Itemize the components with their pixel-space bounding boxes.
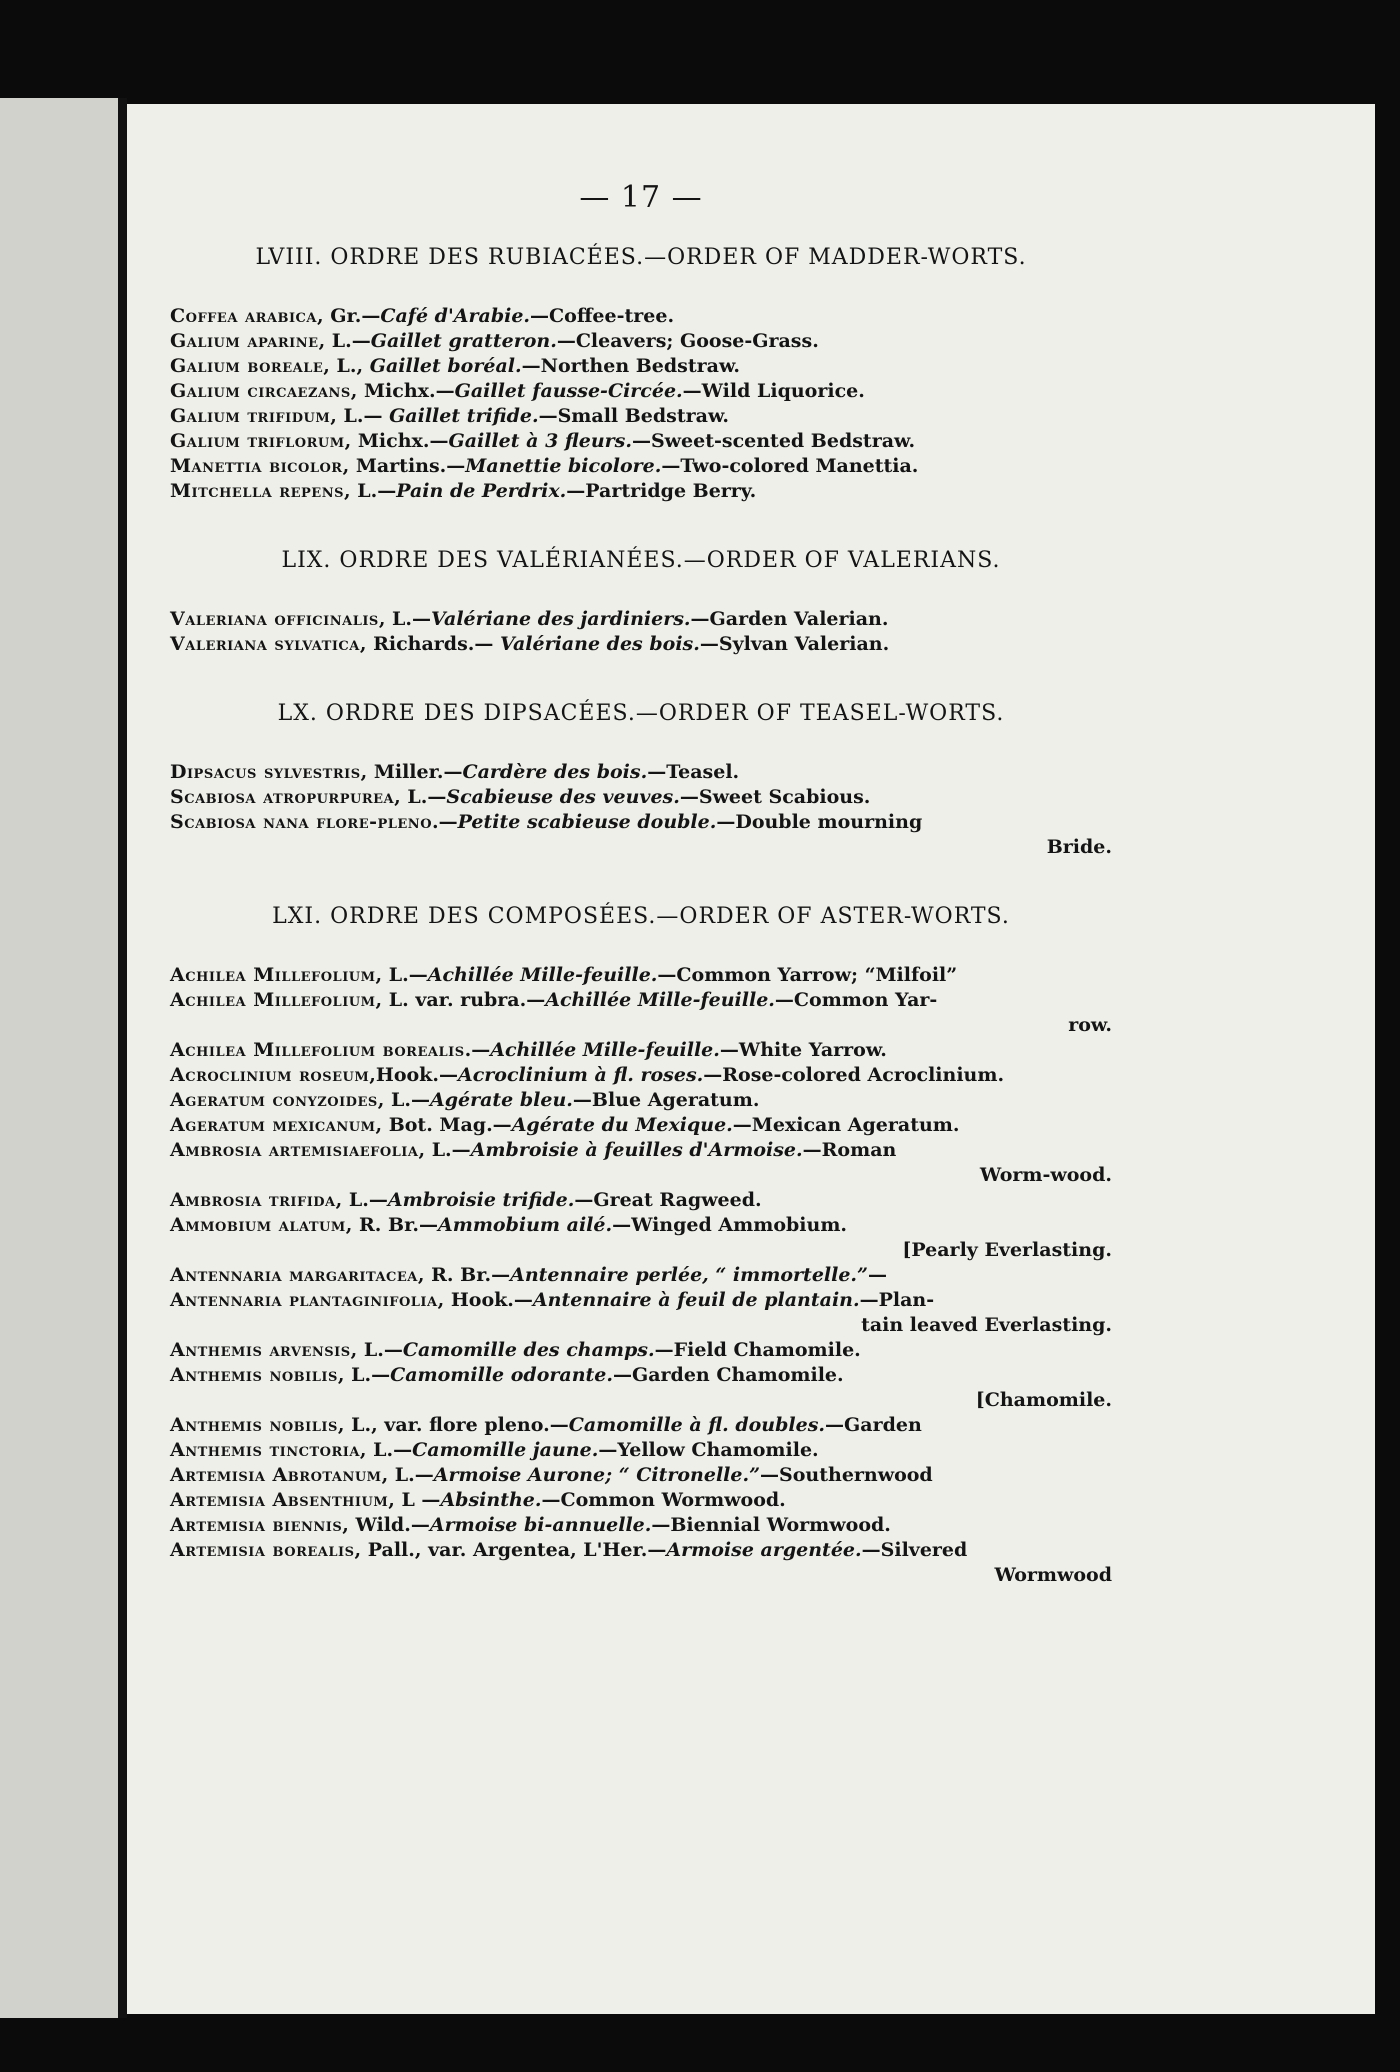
english-name: —Northen Bedstraw. xyxy=(521,355,741,377)
french-name: Gaillet gratteron. xyxy=(370,330,557,352)
french-name: Gaillet trifide. xyxy=(389,405,539,427)
english-name: — xyxy=(867,1264,887,1286)
author-citation: , R. Br.— xyxy=(345,1214,438,1236)
latin-name: Ambrosia artemisiaefolia xyxy=(170,1139,419,1161)
latin-name: Anthemis nobilis xyxy=(170,1364,338,1386)
entry-continuation: Worm-wood. xyxy=(979,1164,1112,1186)
latin-name: Antennaria plantaginifolia xyxy=(170,1289,438,1311)
english-name: —Garden Chamomile. xyxy=(613,1364,844,1386)
latin-name: Anthemis nobilis xyxy=(170,1414,338,1436)
english-name: —Biennial Wormwood. xyxy=(651,1514,891,1536)
author-citation: .— xyxy=(432,811,458,833)
latin-name: Antennaria margaritacea xyxy=(170,1264,418,1286)
entry-continuation: Bride. xyxy=(1046,836,1112,858)
latin-name: Ageratum conyzoides xyxy=(170,1089,378,1111)
entry-list xyxy=(170,607,1112,657)
french-name: Camomille des champs. xyxy=(402,1339,655,1361)
english-name: —Sweet Scabious. xyxy=(679,786,871,808)
author-citation: , L.— xyxy=(359,1439,413,1461)
french-name: Agérate bleu. xyxy=(429,1089,573,1111)
english-name: —Southernwood xyxy=(760,1464,933,1486)
latin-name: Artemisia Abrotanum xyxy=(170,1464,382,1486)
english-name: —Blue Ageratum. xyxy=(572,1089,760,1111)
latin-name: Anthemis arvensis xyxy=(170,1339,351,1361)
entry-continuation: tain leaved Everlasting. xyxy=(861,1314,1112,1336)
plant-entry xyxy=(170,1513,1112,1538)
french-name: Petite scabieuse double. xyxy=(457,811,717,833)
author-citation: ,Hook.— xyxy=(369,1064,458,1086)
latin-name: Acroclinium roseum xyxy=(170,1064,370,1086)
english-name: —Silvered xyxy=(861,1539,968,1561)
english-name: —Garden Valerian. xyxy=(690,608,889,630)
author-citation: , Hook.— xyxy=(437,1289,533,1311)
latin-name: Galium triflorum xyxy=(170,430,345,452)
plant-entry xyxy=(170,1538,1112,1588)
french-name: Acroclinium à fl. roses. xyxy=(457,1064,704,1086)
french-name: Gaillet fausse-Circée. xyxy=(454,380,683,402)
latin-name: Ammobium alatum xyxy=(170,1214,346,1236)
entry-list xyxy=(170,963,1112,1588)
entry-continuation: [Chamomile. xyxy=(975,1389,1112,1411)
sections xyxy=(170,245,1112,1588)
page-content xyxy=(170,180,1112,1632)
french-name: Armoise Aurone; “ Citronelle.” xyxy=(433,1464,761,1486)
english-name: —Partridge Berry. xyxy=(566,480,757,502)
plant-entry xyxy=(170,354,1112,379)
english-name: —Coffee-tree. xyxy=(530,305,675,327)
french-name: Gaillet à 3 fleurs. xyxy=(448,430,632,452)
plant-entry xyxy=(170,632,1112,657)
author-citation: , Miller.— xyxy=(360,761,463,783)
latin-name: Anthemis tinctoria xyxy=(170,1439,360,1461)
author-citation: , L., var. flore pleno.— xyxy=(337,1414,569,1436)
author-citation: , L. var. rubra.— xyxy=(375,989,546,1011)
latin-name: Ambrosia trifida xyxy=(170,1189,336,1211)
french-name: Achillée Mille-feuille. xyxy=(490,1039,720,1061)
french-name: Manettie bicolore. xyxy=(465,455,662,477)
plant-entry xyxy=(170,1138,1112,1188)
author-citation: , L.— xyxy=(378,608,432,630)
plant-entry xyxy=(170,1263,1112,1288)
english-name: —Common Yarrow; “Milfoil” xyxy=(657,964,958,986)
plant-entry xyxy=(170,1213,1112,1263)
plant-entry xyxy=(170,760,1112,785)
author-citation: , L — xyxy=(388,1489,441,1511)
english-name: —Common Yar- xyxy=(774,989,938,1011)
french-name: Camomille odorante. xyxy=(390,1364,613,1386)
french-name: Cardère des bois. xyxy=(462,761,648,783)
plant-entry xyxy=(170,304,1112,329)
french-name: Antennaire à feuil de plantain. xyxy=(532,1289,860,1311)
plant-entry xyxy=(170,1488,1112,1513)
latin-name: Achilea Millefolium borealis xyxy=(170,1039,465,1061)
plant-entry xyxy=(170,1413,1112,1438)
french-name: Gaillet boréal. xyxy=(369,355,522,377)
author-citation: , L.— xyxy=(381,1464,434,1486)
latin-name: Manettia bicolor xyxy=(170,455,343,477)
author-citation: , L., xyxy=(323,355,370,377)
latin-name: Scabiosa atropurpurea xyxy=(170,786,395,808)
latin-name: Artemisia Absenthium xyxy=(170,1489,389,1511)
plant-entry xyxy=(170,1088,1112,1113)
english-name: —Sylvan Valerian. xyxy=(699,633,890,655)
english-name: —Cleavers; Goose-Grass. xyxy=(556,330,819,352)
latin-name: Artemisia biennis xyxy=(170,1514,343,1536)
plant-entry xyxy=(170,1288,1112,1338)
english-name: —Field Chamomile. xyxy=(654,1339,861,1361)
french-name: Armoise bi-annuelle. xyxy=(429,1514,652,1536)
english-name: —Rose-colored Acroclinium. xyxy=(703,1064,1005,1086)
author-citation: .— xyxy=(464,1039,491,1061)
author-citation: , L.— xyxy=(330,405,390,427)
english-name: —Great Ragweed. xyxy=(574,1189,762,1211)
latin-name: Galium aparine xyxy=(170,330,319,352)
plant-entry xyxy=(170,1038,1112,1063)
french-name: Camomille jaune. xyxy=(412,1439,599,1461)
author-citation: , L.— xyxy=(318,330,371,352)
french-name: Pain de Perdrix. xyxy=(396,480,567,502)
latin-name: Dipsacus sylvestris xyxy=(170,761,361,783)
english-name: —Garden xyxy=(825,1414,922,1436)
latin-name: Valeriana sylvatica xyxy=(170,633,360,655)
plant-entry xyxy=(170,479,1112,504)
section-title: LXI. ORDRE DES COMPOSÉES.—ORDER OF ASTER-WORTS. xyxy=(272,904,1010,929)
english-name: —Plan- xyxy=(859,1289,935,1311)
english-name: —Small Bedstraw. xyxy=(538,405,730,427)
plant-entry xyxy=(170,810,1112,860)
french-name: Agérate du Mexique. xyxy=(511,1114,733,1136)
english-name: —Wild Liquorice. xyxy=(682,380,865,402)
french-name: Ammobium ailé. xyxy=(437,1214,613,1236)
english-name: —Teasel. xyxy=(647,761,740,783)
author-citation: , Michx.— xyxy=(344,430,449,452)
plant-entry xyxy=(170,1363,1112,1413)
plant-entry xyxy=(170,1063,1112,1088)
plant-entry xyxy=(170,1463,1112,1488)
author-citation: , L.— xyxy=(377,1089,430,1111)
french-name: Absinthe. xyxy=(440,1489,542,1511)
section-title: LIX. ORDRE DES VALÉRIANÉES.—ORDER OF VALERIANS. xyxy=(281,548,1001,573)
author-citation: , L.— xyxy=(375,964,428,986)
french-name: Ambroisie à feuilles d'Armoise. xyxy=(470,1139,803,1161)
english-name: —Mexican Ageratum. xyxy=(732,1114,960,1136)
book-gutter xyxy=(118,98,127,2018)
entry-continuation: [Pearly Everlasting. xyxy=(902,1239,1112,1261)
left-page-edge xyxy=(0,98,118,2018)
french-name: Café d'Arabie. xyxy=(380,305,531,327)
plant-entry xyxy=(170,1338,1112,1363)
author-citation: , L.— xyxy=(337,1364,391,1386)
entry-list xyxy=(170,304,1112,504)
plant-entry xyxy=(170,404,1112,429)
french-name: Valériane des bois. xyxy=(500,633,700,655)
latin-name: Mitchella repens xyxy=(170,480,344,502)
english-name: —White Yarrow. xyxy=(719,1039,887,1061)
plant-entry xyxy=(170,607,1112,632)
latin-name: Galium trifidum xyxy=(170,405,331,427)
english-name: —Common Wormwood. xyxy=(541,1489,786,1511)
author-citation: , L.— xyxy=(394,786,447,808)
author-citation: , Martins.— xyxy=(342,455,466,477)
french-name: Camomille à fl. doubles. xyxy=(568,1414,826,1436)
plant-entry xyxy=(170,329,1112,354)
plant-entry xyxy=(170,429,1112,454)
english-name: —Winged Ammobium. xyxy=(612,1214,848,1236)
latin-name: Achilea Millefolium xyxy=(170,989,376,1011)
latin-name: Achilea Millefolium xyxy=(170,964,376,986)
latin-name: Galium boreale xyxy=(170,355,324,377)
author-citation: , R. Br.— xyxy=(417,1264,511,1286)
author-citation: , L.— xyxy=(350,1339,403,1361)
plant-entry xyxy=(170,1113,1112,1138)
entry-continuation: Wormwood xyxy=(994,1564,1112,1586)
author-citation: , L.— xyxy=(343,480,397,502)
latin-name: Galium circaezans xyxy=(170,380,351,402)
author-citation: , L.— xyxy=(418,1139,471,1161)
author-citation: , Richards.— xyxy=(359,633,500,655)
plant-entry xyxy=(170,963,1112,988)
author-citation: , Bot. Mag.— xyxy=(375,1114,512,1136)
page-number: — 17 — xyxy=(579,180,703,215)
entry-list xyxy=(170,760,1112,860)
author-citation: , Gr.— xyxy=(317,305,381,327)
author-citation: , Michx.— xyxy=(350,380,455,402)
french-name: Armoise argentée. xyxy=(666,1539,862,1561)
french-name: Valériane des jardiniers. xyxy=(431,608,691,630)
plant-entry xyxy=(170,988,1112,1038)
english-name: —Sweet-scented Bedstraw. xyxy=(631,430,916,452)
latin-name: Artemisia borealis xyxy=(170,1539,355,1561)
english-name: —Roman xyxy=(802,1139,897,1161)
english-name: —Yellow Chamomile. xyxy=(598,1439,819,1461)
author-citation: , Wild.— xyxy=(342,1514,430,1536)
french-name: Antennaire perlée, “ immortelle.” xyxy=(510,1264,868,1286)
latin-name: Valeriana officinalis xyxy=(170,608,379,630)
section-title: LVIII. ORDRE DES RUBIACÉES.—ORDER OF MADDER-WORTS. xyxy=(255,245,1027,270)
french-name: Scabieuse des veuves. xyxy=(446,786,680,808)
plant-entry xyxy=(170,379,1112,404)
plant-entry xyxy=(170,454,1112,479)
plant-entry xyxy=(170,1188,1112,1213)
french-name: Achillée Mille-feuille. xyxy=(545,989,775,1011)
french-name: Achillée Mille-feuille. xyxy=(427,964,658,986)
section-title: LX. ORDRE DES DIPSACÉES.—ORDER OF TEASEL-WORTS. xyxy=(277,701,1005,726)
english-name: —Double mourning xyxy=(716,811,923,833)
english-name: —Two-colored Manettia. xyxy=(661,455,919,477)
plant-entry xyxy=(170,1438,1112,1463)
french-name: Ambroisie trifide. xyxy=(387,1189,575,1211)
latin-name: Scabiosa nana flore-pleno xyxy=(170,811,433,833)
latin-name: Coffea arabica xyxy=(170,305,317,327)
author-citation: , L.— xyxy=(335,1189,388,1211)
plant-entry xyxy=(170,785,1112,810)
latin-name: Ageratum mexicanum xyxy=(170,1114,376,1136)
entry-continuation: row. xyxy=(1068,1014,1112,1036)
author-citation: , Pall., var. Argentea, L'Her.— xyxy=(354,1539,667,1561)
